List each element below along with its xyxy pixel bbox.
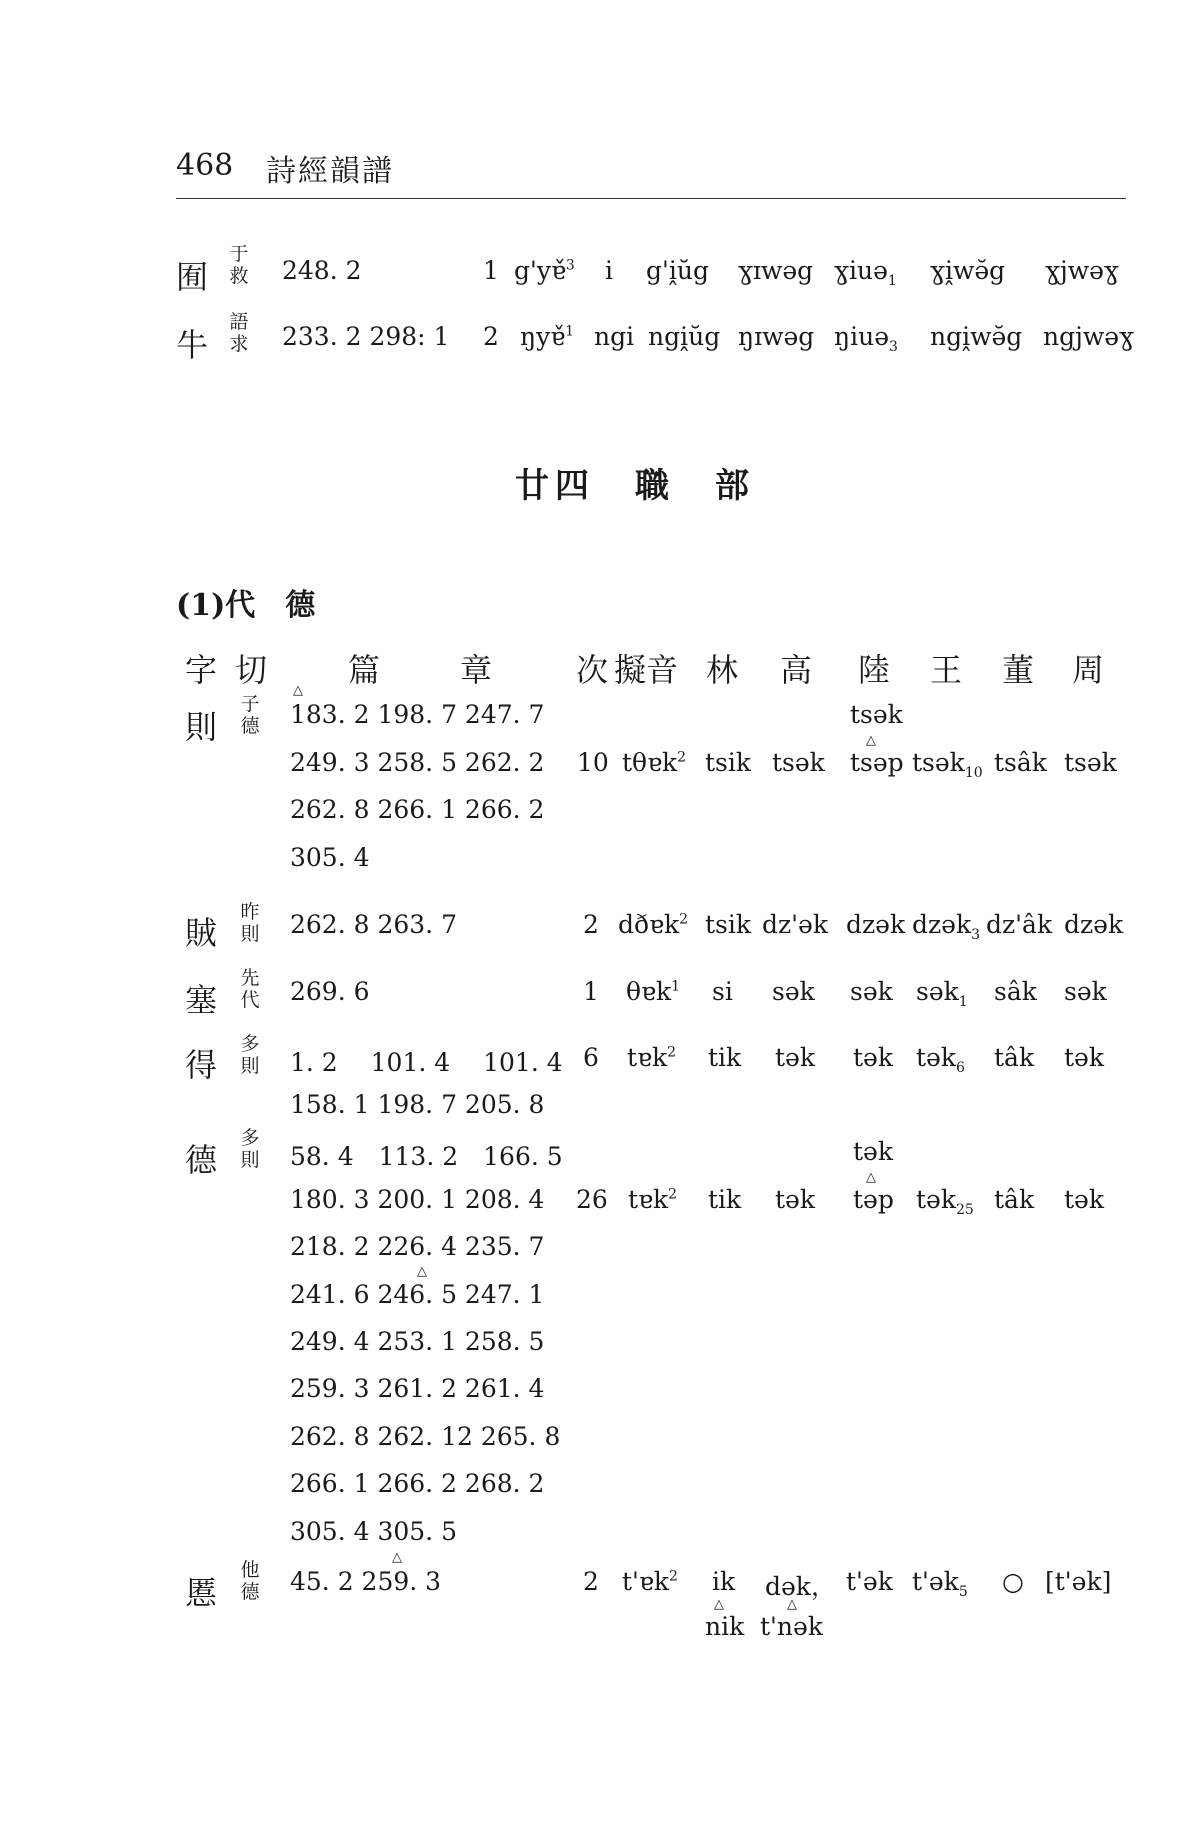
fanqie-lower: 德 — [240, 1581, 260, 1603]
reading-2: tsik — [705, 910, 752, 939]
reading-6: ɣi̭wə̆g — [930, 256, 1006, 285]
col-header-pian: 篇 — [348, 651, 381, 689]
reading-3: tsək — [772, 748, 825, 777]
refs-line: 305. 4 305. 5 — [290, 1517, 457, 1546]
reading-4: təp — [853, 1185, 894, 1214]
refs-line: 262. 8 263. 7 — [290, 910, 457, 939]
entry-char: 得 — [185, 1046, 218, 1084]
fanqie-upper: 昨 — [240, 901, 260, 923]
col-header-wang: 王 — [930, 651, 963, 689]
reading-5: tsək$_{10}$ — [912, 748, 983, 781]
col-header-fanqie: 切 — [235, 651, 268, 689]
refs-line: 58. 4 113. 2 166. 5 — [290, 1142, 563, 1171]
reading-3: dz'ək — [762, 910, 828, 939]
entry-char: 慝 — [185, 1574, 218, 1612]
header-rule — [176, 198, 1126, 199]
triangle-mark: △ — [714, 1597, 724, 1612]
triangle-mark: △ — [392, 1550, 402, 1565]
entry-char: 囿 — [176, 258, 209, 296]
refs-line: 262. 8 266. 1 266. 2 — [290, 795, 545, 824]
reading-3: dək， — [765, 1572, 836, 1601]
reading-7: [t'ək] — [1045, 1567, 1112, 1596]
reading-1: tθɐk$^2$ — [622, 748, 687, 777]
entry-char: 賊 — [185, 914, 218, 952]
triangle-mark: △ — [417, 1264, 427, 1279]
section-title: 廿四 職 部 — [515, 466, 755, 506]
reading-4: tsəp — [850, 748, 904, 777]
refs-line: 45. 2 259. 3 — [290, 1567, 442, 1596]
reading-3-alt: t'nək — [760, 1612, 823, 1641]
reading-2: i — [605, 256, 613, 285]
reading-4: ɣɪwəg — [738, 256, 814, 285]
count: 2 — [583, 1567, 599, 1596]
reading-7: sək — [1064, 977, 1107, 1006]
reading-3: g'i̭ŭg — [646, 256, 709, 285]
fanqie-upper: 于 — [229, 243, 249, 265]
refs-line: 262. 8 262. 12 265. 8 — [290, 1422, 561, 1451]
reading-3: ngi̭ŭg — [648, 322, 721, 351]
refs-line: 269. 6 — [290, 977, 370, 1006]
reading-4: sək — [850, 977, 893, 1006]
triangle-mark: △ — [866, 1170, 876, 1185]
reading-5: ŋiuə$_3$ — [834, 322, 898, 355]
reading-4: dzək — [846, 910, 906, 939]
reading-1: dðɐk$^2$ — [618, 910, 689, 939]
refs-line: 241. 6 246. 5 247. 1 — [290, 1280, 545, 1309]
reading-6: tâk — [994, 1043, 1035, 1072]
refs-line: 249. 3 258. 5 262. 2 — [290, 748, 545, 777]
fanqie-upper: 語 — [229, 311, 249, 333]
count: 6 — [583, 1043, 599, 1072]
col-header-dong: 董 — [1002, 651, 1035, 689]
fanqie-lower: 則 — [240, 1149, 260, 1171]
refs-line: 218. 2 226. 4 235. 7 — [290, 1232, 545, 1261]
lu-alt-reading: tək — [853, 1137, 893, 1166]
refs-line: 305. 4 — [290, 843, 370, 872]
reading-6: dz'âk — [986, 910, 1053, 939]
reading-7: dzək — [1064, 910, 1124, 939]
reading-1: g'yɐ̌$^3$ — [514, 256, 575, 285]
entry-char: 塞 — [185, 981, 218, 1019]
refs-line: 158. 1 198. 7 205. 8 — [290, 1090, 545, 1119]
refs-line: 259. 3 261. 2 261. 4 — [290, 1374, 545, 1403]
reading-5: dzək$_3$ — [912, 910, 981, 943]
entry-char: 牛 — [176, 326, 209, 364]
reading-5: sək$_1$ — [916, 977, 968, 1010]
count: 10 — [577, 748, 609, 777]
col-header-zhang: 章 — [460, 651, 493, 689]
reading-2: si — [712, 977, 733, 1006]
col-header-niyin: 擬音 — [614, 651, 679, 689]
col-header-lu: 陸 — [858, 651, 891, 689]
fanqie-lower: 則 — [240, 1055, 260, 1077]
refs-line: 249. 4 253. 1 258. 5 — [290, 1327, 545, 1356]
reading-7: ɣjwəɣ — [1045, 256, 1119, 285]
count: 2 — [583, 910, 599, 939]
page-number: 468 — [176, 148, 234, 183]
reading-4: t'ək — [846, 1567, 893, 1596]
count: 26 — [576, 1185, 608, 1214]
fanqie-upper: 先 — [240, 967, 260, 989]
fanqie-upper: 多 — [240, 1127, 260, 1149]
fanqie-upper: 他 — [240, 1559, 260, 1581]
triangle-mark: △ — [787, 1597, 797, 1612]
reading-5: tək$_6$ — [916, 1043, 965, 1076]
reading-2: ik — [712, 1567, 736, 1596]
reading-2: ngi — [594, 322, 635, 351]
reading-3: tək — [775, 1185, 815, 1214]
count: 1 — [483, 256, 499, 285]
col-header-zhou: 周 — [1072, 651, 1105, 689]
reading-2: tik — [708, 1043, 742, 1072]
reading-1: ŋyɐ̌$^1$ — [520, 322, 575, 351]
entry-char: 則 — [185, 708, 218, 746]
reading-7: tək — [1064, 1185, 1104, 1214]
reading-1: tɐk$^2$ — [628, 1185, 678, 1214]
fanqie-upper: 多 — [240, 1033, 260, 1055]
reading-3: tək — [775, 1043, 815, 1072]
reading-4: tək — [853, 1043, 893, 1072]
fanqie-upper: 子 — [240, 693, 260, 715]
triangle-mark: △ — [866, 733, 876, 748]
refs-line: 183. 2 198. 7 247. 7 — [290, 700, 545, 729]
col-header-gao: 高 — [780, 651, 813, 689]
reading-2: tik — [708, 1185, 742, 1214]
reading-6: tsâk — [994, 748, 1047, 777]
reading-1: tɐk$^2$ — [627, 1043, 677, 1072]
reading-5: tək$_{25}$ — [916, 1185, 974, 1218]
col-header-char: 字 — [185, 651, 218, 689]
col-header-ci: 次 — [576, 651, 609, 689]
reading-1: t'ɐk$^2$ — [622, 1567, 678, 1596]
refs-line: 1. 2 101. 4 101. 4 — [290, 1048, 563, 1077]
count: 2 — [483, 322, 499, 351]
fanqie-lower: 求 — [229, 333, 249, 355]
reading-4: ŋɪwəg — [738, 322, 815, 351]
reading-7: ngjwəɣ — [1043, 322, 1135, 351]
book-title: 詩經韻譜 — [266, 154, 394, 189]
reading-6: ○ — [1002, 1567, 1024, 1596]
refs: 233. 2 298: 1 — [282, 322, 450, 351]
reading-5: ɣiuə$_1$ — [834, 256, 897, 289]
reading-2: tsik — [705, 748, 752, 777]
refs-line: 266. 1 266. 2 268. 2 — [290, 1469, 545, 1498]
fanqie-lower: 德 — [240, 715, 260, 737]
col-header-lin: 林 — [706, 651, 739, 689]
fanqie-lower: 代 — [240, 989, 260, 1011]
reading-7: tək — [1064, 1043, 1104, 1072]
reading-6: sâk — [994, 977, 1037, 1006]
entry-char: 德 — [185, 1141, 218, 1179]
reading-5: t'ək$_5$ — [912, 1567, 968, 1600]
refs-line: 180. 3 200. 1 208. 4 — [290, 1185, 545, 1214]
subsection-title: (1)代 德 — [176, 588, 316, 623]
refs: 248. 2 — [282, 256, 362, 285]
triangle-mark: △ — [293, 683, 303, 698]
reading-2-alt: nik — [705, 1612, 745, 1641]
lu-alt-reading: tsək — [850, 700, 903, 729]
reading-6: tâk — [994, 1185, 1035, 1214]
reading-3: sək — [772, 977, 815, 1006]
reading-1: θɐk$^1$ — [626, 977, 681, 1006]
count: 1 — [583, 977, 599, 1006]
reading-6: ngi̭wə̆g — [930, 322, 1023, 351]
fanqie-lower: 則 — [240, 923, 260, 945]
reading-7: tsək — [1064, 748, 1117, 777]
fanqie-lower: 救 — [229, 265, 249, 287]
